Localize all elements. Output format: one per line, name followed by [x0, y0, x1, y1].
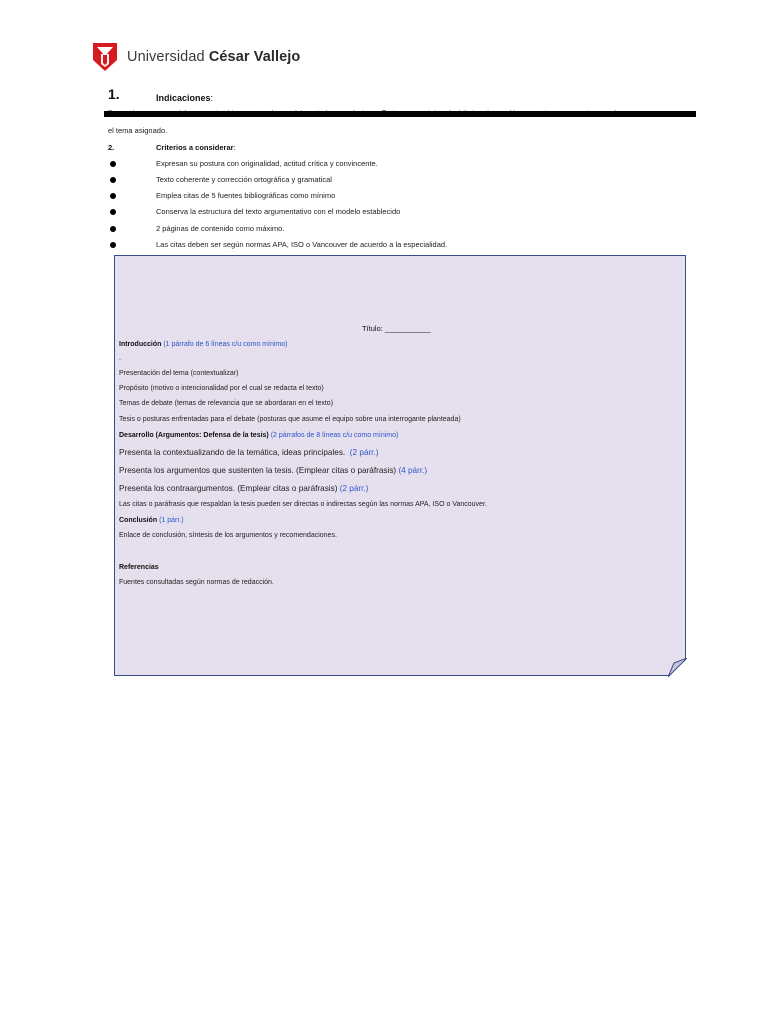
intro-item: Propósito (motivo o intencionalidad por el cual se redacta el texto) — [119, 385, 324, 392]
references-heading — [119, 564, 159, 571]
bullet-icon — [110, 161, 116, 167]
section-1-label: Indicaciones — [156, 93, 211, 103]
bullet-icon — [110, 242, 116, 248]
citations-note: Las citas o paráfrasis que respaldan la tesis pueden ser directas o indirectas según las normas APA, ISO o Vancouver. — [119, 501, 487, 508]
development-item-note: (4 párr.) — [398, 466, 428, 475]
references-label: Referencias — [119, 564, 159, 571]
development-item-note: (2 párr.) — [339, 484, 369, 493]
section-1-heading — [156, 93, 213, 103]
development-item — [119, 466, 427, 475]
development-item-text: Presenta los argumentos que sustenten la tesis. (Emplear citas o paráfrasis) — [119, 466, 397, 475]
criteria-item: 2 páginas de contenido como máximo. — [156, 224, 285, 233]
intro-note: (1 párrafo de 6 líneas c/u como mínimo) — [163, 341, 288, 348]
criteria-item: Conserva la estructura del texto argumentativo con el modelo establecido — [156, 207, 401, 216]
university-name — [127, 49, 300, 65]
university-name-regular: Universidad — [127, 49, 205, 65]
intro-item: Temas de debate (temas de relevancia que se abordaran en el texto) — [119, 400, 334, 407]
template-title: Título: ___________ — [362, 324, 431, 333]
development-item-text: Presenta la contextualizando de la temática, ideas principales. — [119, 448, 346, 457]
section-1-colon: : — [210, 93, 214, 103]
development-item-note: (2 párr.) — [349, 448, 379, 457]
development-item — [119, 484, 368, 493]
criteria-item: Emplea citas de 5 fuentes bibliográficas como mínimo — [156, 191, 336, 200]
development-note: (2 párrafos de 8 líneas c/u como mínimo) — [270, 432, 399, 439]
conclusion-text: Enlace de conclusión, síntesis de los argumentos y recomendaciones. — [119, 532, 337, 539]
intro-dot: . — [119, 355, 121, 362]
intro-item: Tesis o posturas enfrentadas para el debate (posturas que asume el equipo sobre una interrogante planteada) — [119, 416, 461, 423]
development-item-text: Presenta los contraargumentos. (Emplear citas o paráfrasis) — [119, 484, 338, 493]
black-redaction-bar — [104, 111, 696, 117]
section-2-heading — [156, 143, 236, 152]
section-2-label: Criterios a considerar — [156, 143, 234, 152]
development-item — [119, 448, 378, 457]
section-1-number: 1. — [108, 86, 120, 102]
conclusion-note: (1 párr.) — [159, 517, 184, 524]
page-fold-icon — [668, 658, 687, 677]
intro-label: Introducción — [119, 341, 162, 348]
development-label: Desarrollo (Argumentos: Defensa de la tesis) — [119, 432, 269, 439]
conclusion-heading — [119, 517, 184, 524]
intro-heading — [119, 341, 287, 348]
section-2-colon: : — [233, 143, 236, 152]
university-logo — [92, 42, 300, 72]
bullet-icon — [110, 177, 116, 183]
conclusion-label: Conclusión — [119, 517, 158, 524]
criteria-item: Texto coherente y corrección ortográfica y gramatical — [156, 175, 332, 184]
bullet-icon — [110, 226, 116, 232]
university-shield-icon — [92, 42, 118, 72]
intro-item: Presentación del tema (contextualizar) — [119, 370, 239, 377]
bullet-icon — [110, 193, 116, 199]
bullet-icon — [110, 209, 116, 215]
university-name-bold: César Vallejo — [208, 49, 301, 65]
criteria-item: Expresan su postura con originalidad, actitud crítica y convincente. — [156, 159, 378, 168]
instruction-line-2: el tema asignado. — [108, 126, 168, 135]
development-heading — [119, 432, 398, 439]
section-2-number: 2. — [108, 143, 115, 152]
criteria-item: Las citas deben ser según normas APA, ISO o Vancouver de acuerdo a la especialidad. — [156, 240, 448, 249]
references-text: Fuentes consultadas según normas de redacción. — [119, 579, 274, 586]
